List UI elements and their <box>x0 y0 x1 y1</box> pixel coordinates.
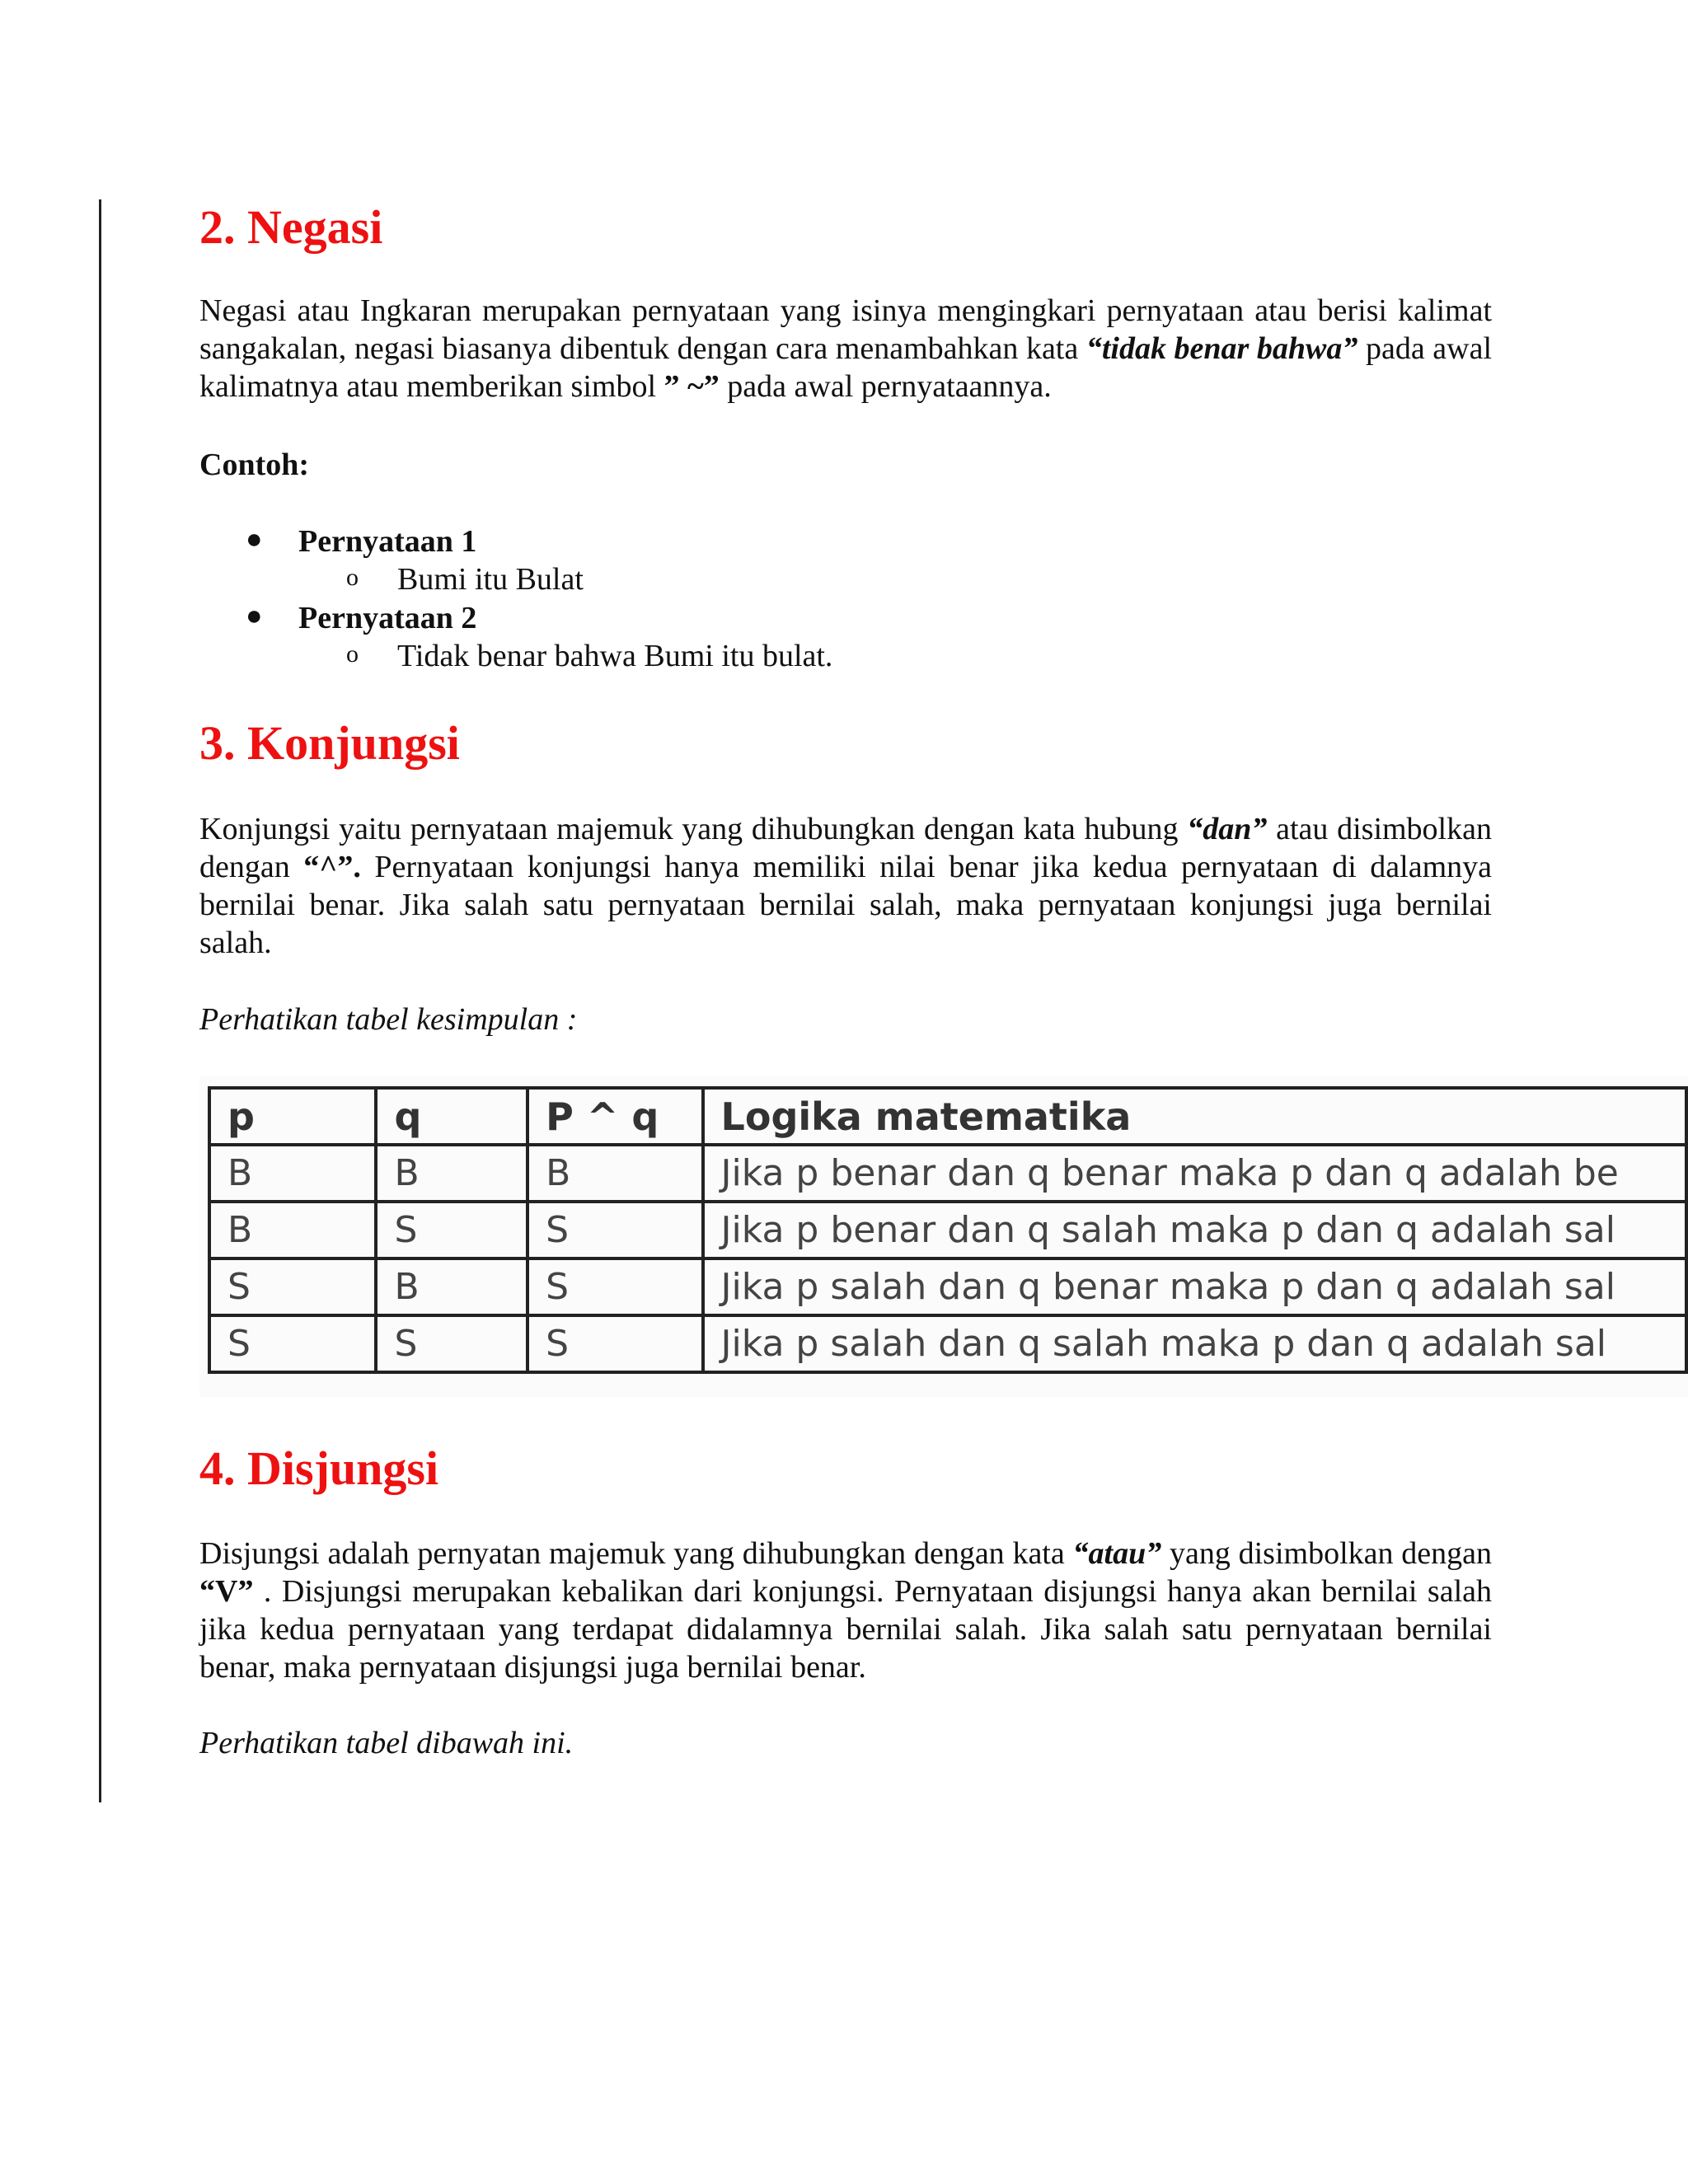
circle-bullet-icon: o <box>346 564 359 591</box>
table-header-p: p <box>209 1088 376 1145</box>
circle-bullet-icon: o <box>346 640 359 668</box>
table-cell: B <box>376 1145 528 1202</box>
table-cell: S <box>528 1202 702 1258</box>
list-item-title-2: Pernyataan 2 <box>298 601 477 635</box>
table-cell: S <box>528 1315 702 1372</box>
disjungsi-text-3: . Disjungsi merupakan kebalikan dari konjungsi. Pernyataan disjungsi hanya akan bernilai salah jika kedua pernyataan yang terdapat didalamnya bernilai salah. Jika salah satu pernyataan bernilai benar, maka pernyataan disjungsi juga bernilai benar. <box>199 1574 1492 1685</box>
disjungsi-text-1: Disjungsi adalah pernyatan majemuk yang dihubungkan dengan kata <box>199 1536 1073 1571</box>
margin-line <box>99 199 101 1802</box>
disjungsi-caption: Perhatikan tabel dibawah ini. <box>199 1726 574 1760</box>
konjungsi-emphasis: “dan” <box>1187 812 1268 846</box>
list-item-sub-1: Bumi itu Bulat <box>397 562 584 597</box>
table-cell: B <box>209 1202 376 1258</box>
table-cell: S <box>528 1258 702 1315</box>
negasi-text-1: Negasi atau Ingkaran merupakan pernyataan yang isinya mengingkari pernyataan atau berisi kalimat sangakalan, negasi biasanya dibentuk dengan cara menambahkan kata <box>199 293 1492 366</box>
table-cell: B <box>376 1258 528 1315</box>
list-item-sub-2: Tidak benar bahwa Bumi itu bulat. <box>397 639 833 673</box>
disjungsi-emphasis: “atau” <box>1072 1536 1162 1571</box>
table-cell: Jika p salah dan q benar maka p dan q adalah sal <box>703 1258 1686 1315</box>
table-cell: B <box>209 1145 376 1202</box>
table-cell: S <box>376 1202 528 1258</box>
table-row <box>209 1202 1686 1258</box>
bullet-icon: ● <box>246 524 263 555</box>
negasi-paragraph <box>199 292 1492 405</box>
table-cell: S <box>209 1258 376 1315</box>
table-header-row <box>209 1088 1686 1145</box>
negasi-symbol: ” ~” <box>663 369 720 404</box>
disjungsi-symbol: “V” <box>199 1574 254 1609</box>
truth-table <box>208 1086 1688 1374</box>
disjungsi-text-2: yang disimbolkan dengan <box>1161 1536 1492 1571</box>
table-header-q: q <box>376 1088 528 1145</box>
table-cell: S <box>209 1315 376 1372</box>
table-row <box>209 1145 1686 1202</box>
table-caption: Perhatikan tabel kesimpulan : <box>199 1002 578 1037</box>
heading-konjungsi: 3. Konjungsi <box>199 716 460 770</box>
konjungsi-paragraph <box>199 810 1492 962</box>
negasi-text-3: pada awal pernyataannya. <box>719 369 1052 404</box>
truth-table-image <box>199 1076 1688 1397</box>
konjungsi-text-2: atau disimbolkan dengan <box>199 812 1492 884</box>
negasi-emphasis: “tidak benar bahwa” <box>1085 331 1358 366</box>
konjungsi-text-1: Konjungsi yaitu pernyataan majemuk yang dihubungkan dengan kata hubung <box>199 812 1188 846</box>
list-item-title-1: Pernyataan 1 <box>298 524 477 559</box>
bullet-icon: ● <box>246 601 263 631</box>
heading-negasi: 2. Negasi <box>199 200 383 254</box>
contoh-label: Contoh: <box>199 448 310 482</box>
table-header-p-and-q: P ^ q <box>528 1088 702 1145</box>
table-cell: S <box>376 1315 528 1372</box>
table-cell: Jika p benar dan q salah maka p dan q adalah sal <box>703 1202 1686 1258</box>
disjungsi-paragraph <box>199 1535 1492 1686</box>
konjungsi-symbol: “^”. <box>303 850 361 884</box>
konjungsi-text-3: Pernyataan konjungsi hanya memiliki nilai benar jika kedua pernyataan di dalamnya bernilai benar. Jika salah satu pernyataan bernilai salah, maka pernyataan konjungsi juga bernilai salah. <box>199 850 1493 960</box>
table-row <box>209 1315 1686 1372</box>
table-header-logika: Logika matematika <box>703 1088 1686 1145</box>
table-cell: B <box>528 1145 702 1202</box>
table-cell: Jika p salah dan q salah maka p dan q adalah sal <box>703 1315 1686 1372</box>
table-row <box>209 1258 1686 1315</box>
heading-disjungsi: 4. Disjungsi <box>199 1441 439 1495</box>
negasi-text-2: pada awal kalimatnya atau memberikan simbol <box>199 331 1493 404</box>
table-cell: Jika p benar dan q benar maka p dan q adalah be <box>703 1145 1686 1202</box>
